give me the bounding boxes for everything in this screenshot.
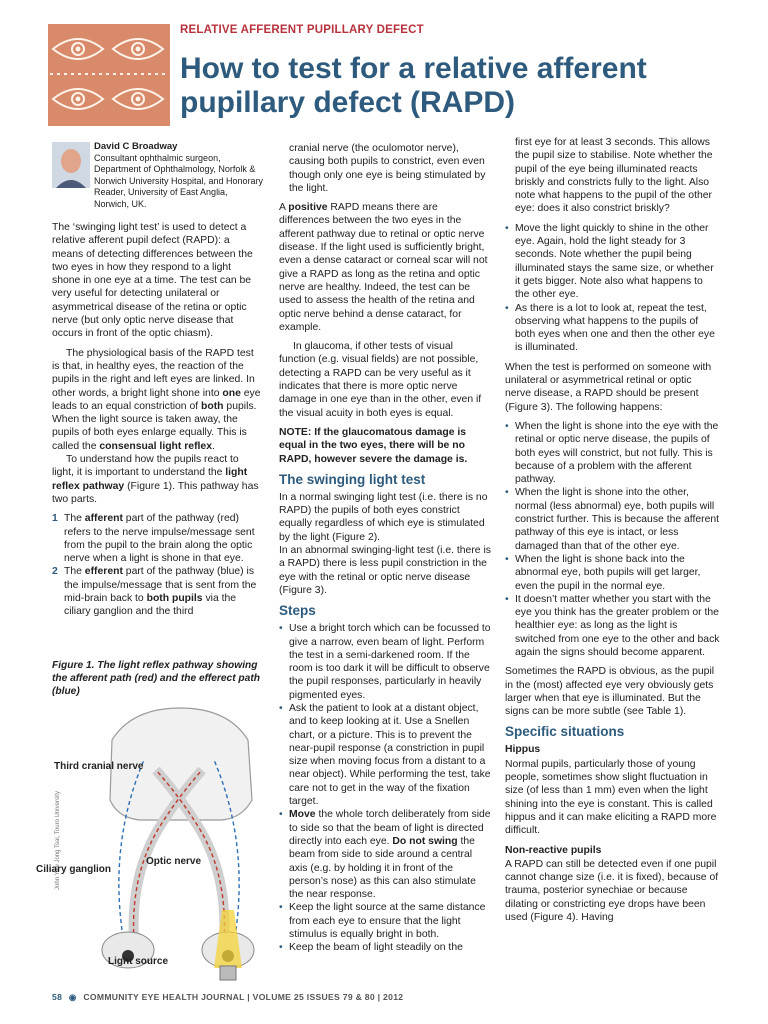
page-footer — [52, 992, 403, 1003]
list-item: • Ask the patient to look at a distant object, and to keep looking at it. Use a Snellen chart, or a picture. This is to prevent the near-pupil response (a constriction in pupil size when moving focus from a distant to a near object). While performing the test, take care not to get in the way of the fixation target. — [279, 702, 491, 808]
steps-list — [279, 622, 491, 954]
continuation-paragraph: first eye for at least 3 seconds. This allows the pupil size to stabilise. Note whether the pupil of the eye being illuminated reacts briskly and constricts fully to the light. Also note what happens to the pupil of the other eye: does it also constrict briskly? — [515, 137, 713, 215]
continuation-paragraph: cranial nerve (the oculomotor nerve), causing both pupils to constrict, even even though only one eye is being stimulated by the light. — [289, 143, 486, 194]
hippus-paragraph: Normal pupils, particularly those of young people, sometimes show slight fluctuation in size (of less than 1 mm) even when the light shining into the eye is constant. This is called hippus and it can make eliciting a RAPD more difficult. — [505, 758, 717, 837]
journal-line: COMMUNITY EYE HEALTH JOURNAL | VOLUME 25 ISSUES 79 & 80 | 2012 — [83, 992, 404, 1002]
heading-steps: Steps — [279, 603, 316, 619]
section-kicker: RELATIVE AFFERENT PUPILLARY DEFECT — [180, 24, 424, 36]
list-item: • Keep the light source at the same distance from each eye to ensure that the light stimulus is equally bright in both. — [279, 901, 491, 941]
list-item: • Move the whole torch deliberately from side to side so that the beam of light is directed directly into each eye. Do not swing the beam from side to side around a central axis (e.g. by holding it in front of the person’s nose) as this can also stimulate the near response. — [279, 808, 491, 901]
list-item: • When the light is shone back into the abnormal eye, both pupils will get larger, even the pupil in the normal eye. — [505, 553, 720, 593]
subheading-non-reactive-pupils: Non-reactive pupils — [505, 844, 602, 856]
author-affiliation: Consultant ophthalmic surgeon, Department of Ophthalmology, Norfolk & Norwich University Hospital, and Honorary Reader, University of East Anglia, Norwich, UK. — [94, 152, 264, 209]
abnormal-test-paragraph: In an abnormal swinging-light test (i.e. there is a RAPD) there is less pupil constriction in the eye with the retinal or optic nerve disease (Figure 3). — [279, 545, 491, 596]
pathway-paragraph: To understand how the pupils react to light, it is important to understand the light reflex pathway (Figure 1). This pathway has two parts. — [52, 454, 259, 505]
person-avatar-icon — [52, 142, 90, 188]
heading-specific-situations: Specific situations — [505, 724, 625, 740]
physiology-paragraph: The physiological basis of the RAPD test is that, in healthy eyes, the reaction of the pupils in the right and left eyes are linked. In other words, a bright light shone into one eye leads to an equal constriction of both pupils. When the light source is taken away, the pupils of both eyes enlarge equally. This is called the consensual light reflex. — [52, 347, 261, 452]
label-optic-nerve: Optic nerve — [146, 856, 202, 867]
figure-caption: Figure 1. The light reflex pathway showing the afferent path (red) and the efferect path (blue) — [52, 660, 260, 698]
column-1 — [52, 221, 262, 625]
list-item: • As there is a lot to look at, repeat the test, observing what happens to the pupils of both eyes when one and then the other eye is illuminated. — [505, 302, 720, 355]
list-item: • When the light is shone into the eye with the retinal or optic nerve disease, the pupils of both eyes will constrict, but not fully. This is because of a problem with the afferent pathway. — [505, 420, 720, 486]
author-block — [94, 141, 264, 211]
pathway-list — [52, 512, 262, 618]
intro-paragraph: The ‘swinging light test’ is used to detect a relative afferent pupil defect (RAPD): a means of detecting differences between the two eyes in how they respond to a light shone in one eye at a time. The test can be very useful for detecting unilateral or asymmetrical disease of the retina or optic nerve (but only optic nerve disease that occurs in front of the optic chiasm). — [52, 222, 253, 340]
list-item: 2 The efferent part of the pathway (blue) is the impulse/message that is sent from the mid-brain back to both pupils via the ciliary ganglion and the third — [52, 566, 257, 618]
label-light-source: Light source — [108, 956, 169, 967]
eye-logo-icon: ◉ — [68, 992, 77, 1002]
subheading-hippus: Hippus — [505, 744, 541, 756]
non-reactive-paragraph: A RAPD can still be detected even if one pupil cannot change size (i.e. it is fixed), because of trauma, posterior synechiae or because dilating or constricting eye drops have been used (Figure 4). Having — [505, 858, 719, 924]
light-reflex-pathway-diagram — [36, 700, 272, 982]
figure-credit: John Yaw Jong Tsai, Touro University — [55, 791, 61, 890]
banner-eye-pattern — [48, 24, 170, 126]
column-3 — [505, 136, 720, 930]
figure-1-diagram — [36, 700, 272, 982]
eye-pattern-icon — [48, 24, 170, 126]
column-2 — [279, 142, 491, 961]
list-item: • Keep the beam of light steadily on the — [279, 941, 491, 954]
list-item: • Move the light quickly to shine in the other eye. Again, hold the light steady for 3 seconds. Note whether the pupil being illuminated stays the same size, or whether it gets bigger. Note also what happens to the other eye. — [505, 222, 720, 302]
steps-list-continued — [505, 222, 720, 355]
note-paragraph: NOTE: If the glaucomatous damage is equal in the two eyes, there will be no RAPD, however severe the damage is. — [279, 426, 468, 465]
normal-test-paragraph: In a normal swinging light test (i.e. there is no RAPD) the pupils of both eyes constrict equally regardless of which eye is stimulated by the light (Figure 2). — [279, 491, 488, 543]
list-item: • When the light is shone into the other, normal (less abnormal) eye, both pupils will constrict further. This is because the afferent pathway of this eye is intact, or less damaged than that of the other eye. — [505, 486, 720, 552]
page-number: 58 — [52, 992, 63, 1002]
glaucoma-paragraph: In glaucoma, if other tests of visual function (e.g. visual fields) are not possible, detecting a RAPD can be very useful as it indicates that there is more optic nerve damage in one eye than in the other, even if the visual acuity in both eyes is equal. — [279, 341, 482, 419]
list-item: • Use a bright torch which can be focussed to give a narrow, even beam of light. Perform the test in a semi-darkened room. If the room is too dark it will be difficult to observe the pupil responses, particularly in heavily pigmented eyes. — [279, 622, 491, 702]
positive-rapd-paragraph: A positive RAPD means there are differences between the two eyes in the afferent pathway due to retinal or optic nerve disease. If the light used is sufficiently bright, even a dense cataract or corneal scar will not give a RAPD as long as the retina and optic nerve are healthy. Indeed, the test can be used to assess the health of the retina and optic nerve behind a dense cataract, for example. — [279, 202, 488, 333]
rapd-present-paragraph: When the test is performed on someone with unilateral or asymmetrical retinal or optic nerve disease, a RAPD should be present (Figure 3). The following happens: — [505, 361, 712, 413]
list-item: • It doesn’t matter whether you start with the eye you think has the greater problem or the healthier eye: as long as the light is switched from one eye to the other and back again the signs should become apparent. — [505, 593, 720, 659]
label-ciliary-ganglion: Ciliary ganglion — [36, 864, 112, 875]
author-name: David C Broadway — [94, 141, 178, 152]
label-third-cranial-nerve: Third cranial nerve — [54, 761, 144, 772]
page-title: How to test for a relative afferent pupillary defect (RAPD) — [180, 52, 647, 119]
rapd-signs-list — [505, 420, 720, 659]
list-item: 1 The afferent part of the pathway (red) refers to the nerve impulse/message sent from the pupil to the brain along the optic nerve when a light is shone in that eye. — [52, 513, 255, 565]
heading-swinging-light-test: The swinging light test — [279, 471, 426, 487]
obvious-rapd-paragraph: Sometimes the RAPD is obvious, as the pupil in the (most) affected eye very obviously gets larger when that eye is illuminated. But the signs can be more subtle (see Table 1). — [505, 666, 715, 718]
author-photo — [52, 142, 90, 188]
